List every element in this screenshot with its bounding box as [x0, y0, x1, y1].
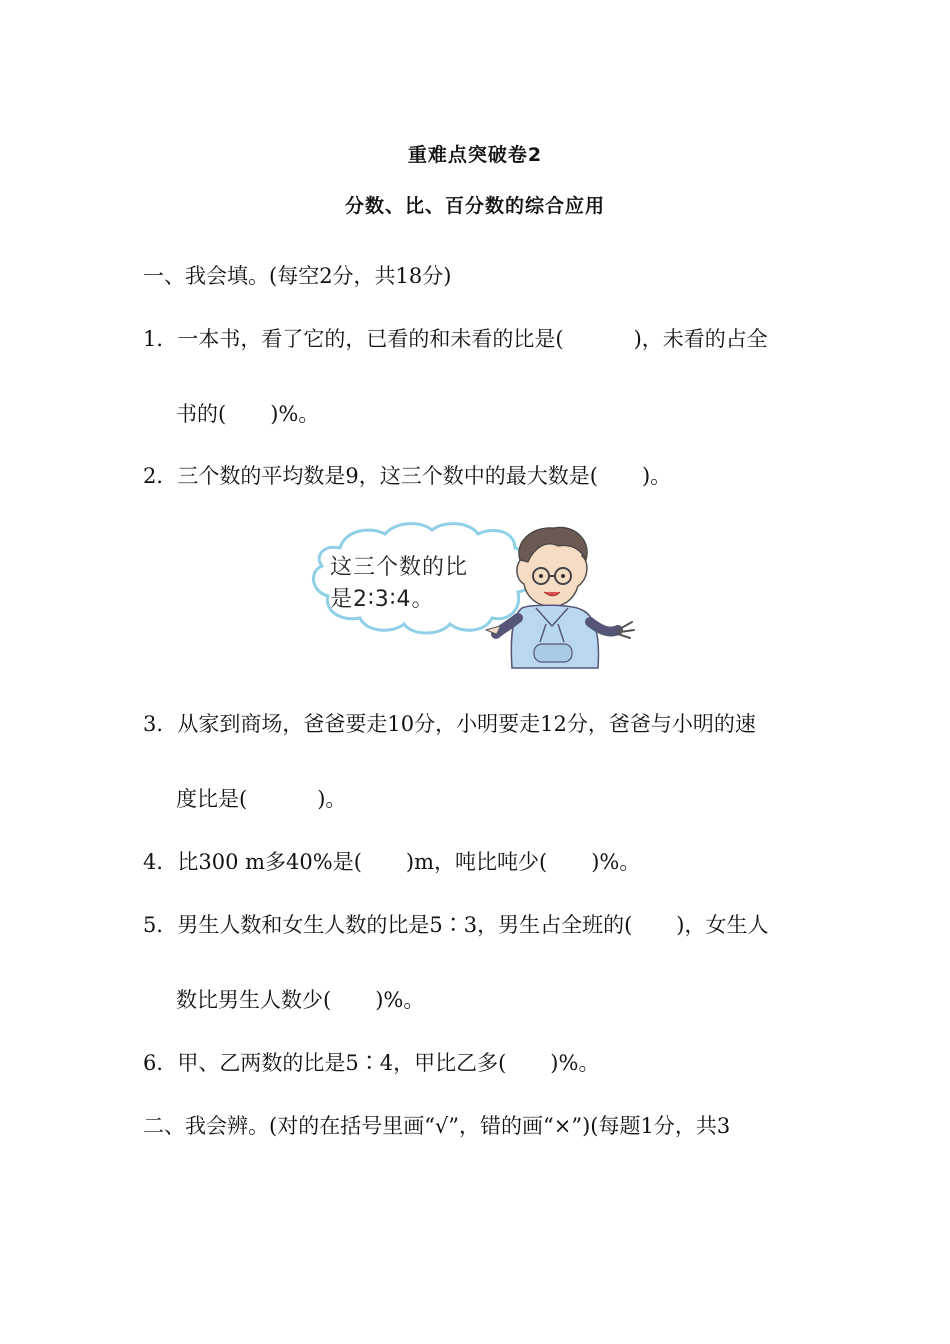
question-text: )，未看的占全 [633, 327, 768, 351]
question-4 [143, 848, 640, 876]
illustration [300, 518, 640, 678]
question-text: 三个数的平均数是9，这三个数中的最大数是( [177, 464, 598, 488]
question-5 [143, 911, 769, 939]
question-text: )。 [641, 464, 672, 488]
question-text: 从家到商场，爸爸要走10分，小明要走12分，爸爸与小明的速 [177, 712, 756, 736]
page-title: 重难点突破卷2 [407, 144, 543, 166]
question-text: )m，吨比吨少( [405, 850, 548, 874]
question-number: 4． [143, 850, 178, 874]
question-1-continued [176, 400, 319, 428]
page-subtitle: 分数、比、百分数的综合应用 [344, 195, 605, 217]
question-text: 一本书，看了它的，已看的和未看的比是( [177, 327, 564, 351]
question-text: 数比男生人数少( [176, 988, 332, 1012]
bubble-line-2: 是2∶3∶4。 [330, 587, 435, 612]
question-3 [143, 710, 756, 738]
question-5-continued [176, 986, 424, 1014]
question-text: )。 [317, 787, 347, 811]
question-text: )%。 [591, 850, 641, 874]
question-text: )%。 [270, 402, 320, 426]
question-text: 比300 m多40%是( [177, 850, 362, 874]
question-text: )%。 [375, 988, 425, 1012]
question-text: 度比是( [176, 787, 248, 811]
question-number: 1． [143, 327, 178, 351]
question-text: )%。 [550, 1051, 600, 1075]
question-3-continued [176, 785, 346, 813]
question-text: 男生人数和女生人数的比是5∶3，男生占全班的( [177, 913, 633, 937]
question-6 [143, 1049, 599, 1077]
question-text: 书的( [176, 402, 227, 426]
section1-heading: 一、我会填。(每空2分，共18分) [143, 264, 452, 288]
question-text: )，女生人 [676, 913, 769, 937]
question-number: 2． [143, 464, 178, 488]
question-number: 5． [143, 913, 178, 937]
question-1 [143, 325, 768, 353]
question-text: 甲、乙两数的比是5∶4，甲比乙多( [177, 1051, 507, 1075]
question-number: 6． [143, 1051, 178, 1075]
question-number: 3． [143, 712, 178, 736]
question-2 [143, 462, 671, 490]
bubble-line-1: 这三个数的比 [330, 555, 469, 580]
section2-heading: 二、我会辨。(对的在括号里画“√”，错的画“×”)(每题1分，共3 [143, 1114, 731, 1138]
